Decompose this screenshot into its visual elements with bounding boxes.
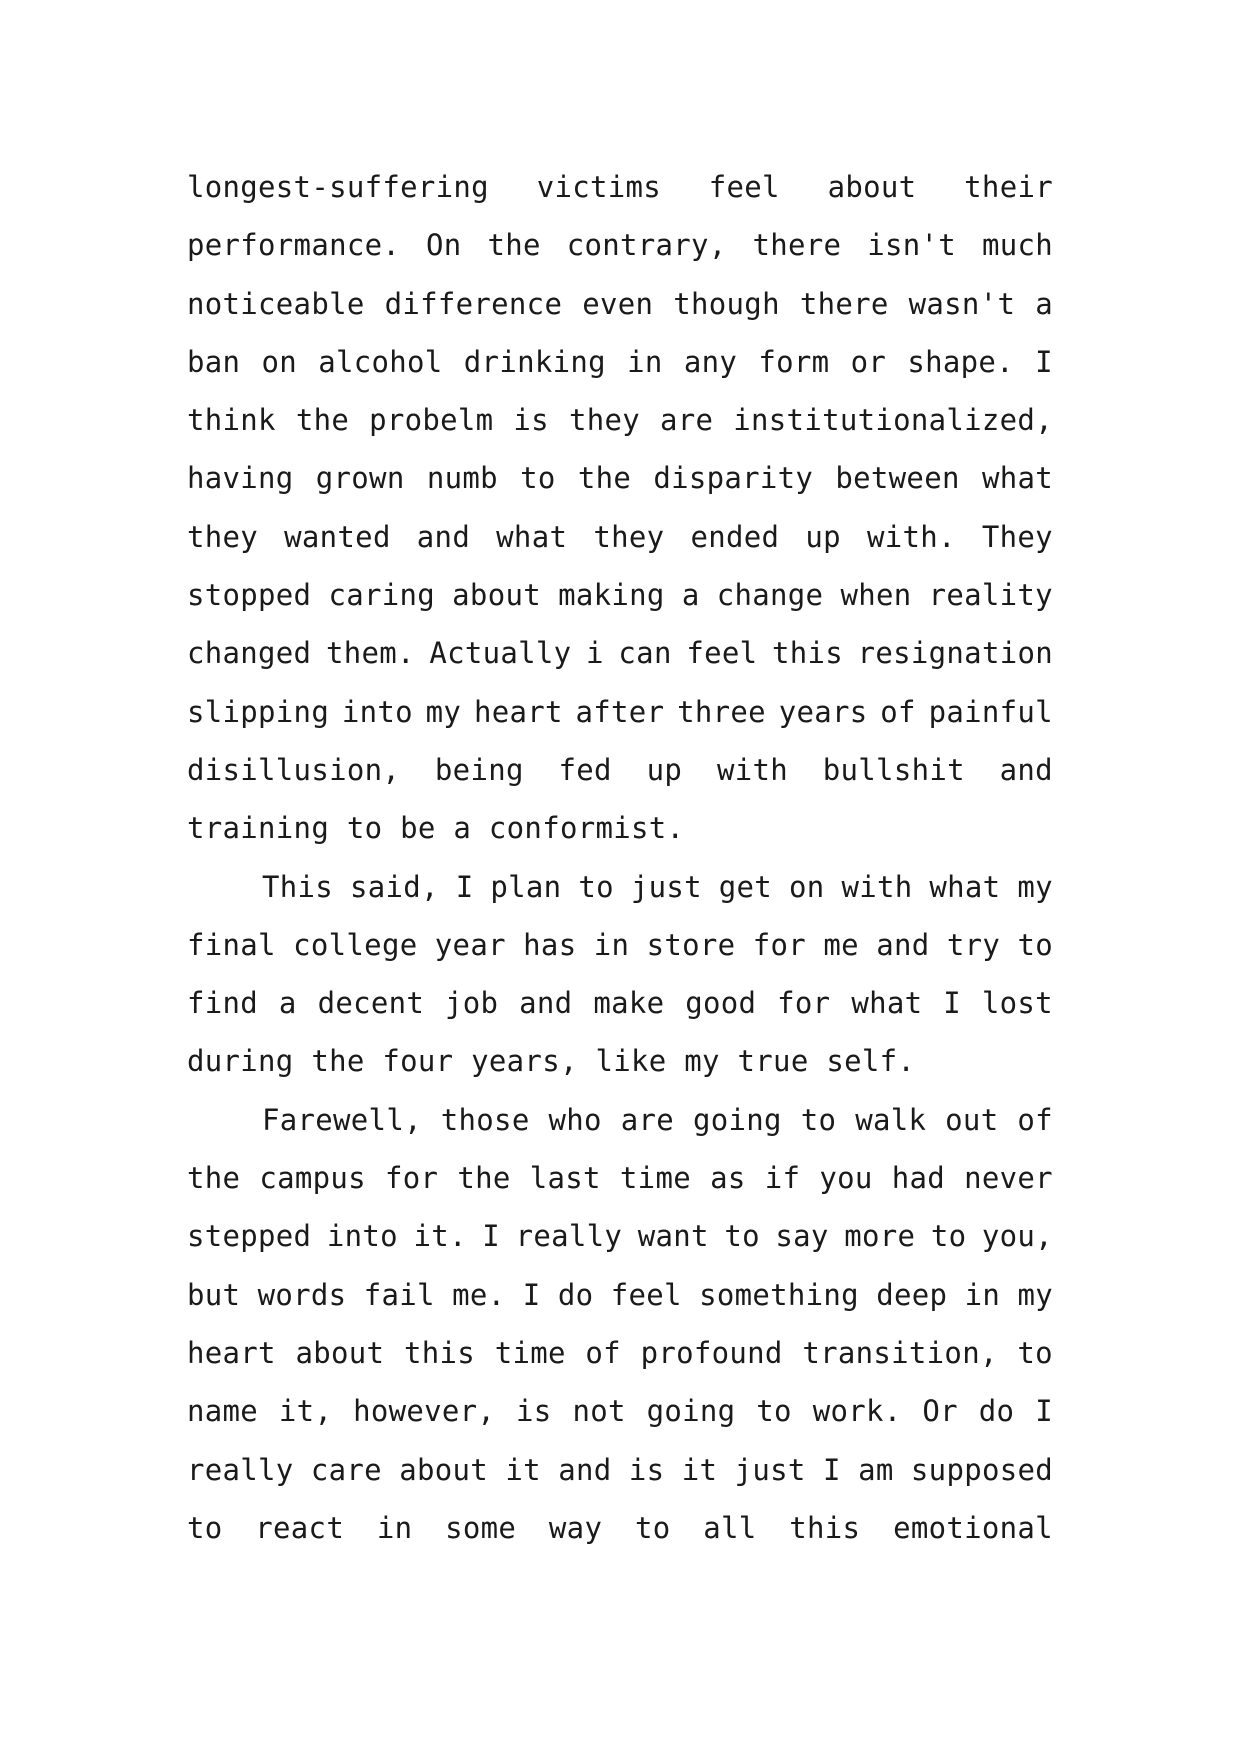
word: having <box>187 461 294 496</box>
word: for <box>752 927 807 962</box>
word: difference <box>384 286 563 321</box>
word: to <box>724 1219 760 1254</box>
word: numb <box>426 461 498 496</box>
word: I <box>822 1452 841 1487</box>
word: feel <box>686 636 758 671</box>
word: to <box>930 1219 967 1254</box>
word: transition, <box>802 1335 998 1370</box>
word: caring <box>328 578 436 613</box>
word: deep <box>876 1277 948 1312</box>
word: has <box>523 927 577 962</box>
word: to <box>578 869 614 904</box>
text-line <box>187 1207 1053 1265</box>
word: they <box>568 403 640 438</box>
word: last <box>529 1161 601 1196</box>
word: i <box>586 636 604 671</box>
word: store <box>646 927 736 962</box>
word: I <box>482 1219 501 1254</box>
word: into <box>326 1219 398 1254</box>
word: I <box>1035 344 1053 379</box>
word: noticeable <box>187 286 365 321</box>
word: and <box>999 752 1053 787</box>
word: all <box>703 1510 757 1545</box>
word: try <box>946 927 1001 962</box>
word: disparity <box>653 461 814 496</box>
text-line <box>187 449 1053 507</box>
word: is <box>516 1394 552 1429</box>
word: to <box>756 1394 792 1429</box>
document-body <box>187 158 1053 1557</box>
text-line <box>187 216 1053 274</box>
word: never <box>964 1161 1053 1196</box>
word: just <box>734 1452 806 1487</box>
text-line <box>187 1149 1053 1207</box>
word: however, <box>353 1394 496 1429</box>
word: and <box>519 986 573 1021</box>
word: say <box>775 1219 829 1254</box>
text-line <box>187 916 1053 974</box>
word: with <box>841 869 913 904</box>
word: longest-suffering <box>187 170 489 204</box>
word: I <box>522 1277 541 1312</box>
word: grown <box>315 461 405 496</box>
word: reality <box>928 578 1053 613</box>
word: feel <box>708 170 780 204</box>
word: to <box>1017 927 1053 962</box>
word: with. <box>866 519 956 554</box>
word: about <box>452 578 541 613</box>
word: a <box>278 986 297 1021</box>
word: it. <box>413 1219 467 1254</box>
word: going <box>646 1394 736 1429</box>
word: do <box>978 1394 1015 1429</box>
word: drinking <box>463 344 606 379</box>
word: make <box>593 986 665 1021</box>
word: on <box>788 869 825 904</box>
word: to <box>187 1510 223 1545</box>
word: are <box>660 403 714 438</box>
word: final <box>187 927 276 962</box>
word: in <box>376 1510 413 1545</box>
word: painful <box>928 694 1053 729</box>
text-line <box>187 1091 1053 1149</box>
word: emotional <box>893 1510 1053 1545</box>
text-line <box>187 391 1053 449</box>
text-line <box>187 333 1053 391</box>
word: really <box>515 1219 623 1254</box>
word: when <box>840 578 912 613</box>
word: if <box>764 1161 801 1196</box>
word: want <box>637 1219 709 1254</box>
word: alcohol <box>318 344 443 379</box>
word: words <box>257 1277 347 1312</box>
word: going <box>692 1102 782 1137</box>
word: heart <box>473 694 563 729</box>
word: even <box>582 286 654 321</box>
text-line <box>187 624 1053 682</box>
word: stopped <box>187 578 312 613</box>
word: about <box>399 1452 489 1487</box>
word: institutionalized, <box>733 403 1053 438</box>
word: but <box>187 1277 241 1312</box>
word: three <box>677 694 766 729</box>
text-line <box>187 974 1053 1032</box>
word: those <box>440 1102 530 1137</box>
word: wasn't <box>908 286 1016 321</box>
word: for <box>385 1161 439 1196</box>
word: the <box>457 1161 511 1196</box>
word: or <box>850 344 887 379</box>
word: up <box>646 752 683 787</box>
word: something <box>699 1277 859 1312</box>
word: care <box>310 1452 382 1487</box>
word: there <box>799 286 889 321</box>
word: am <box>858 1452 894 1487</box>
word: me. <box>452 1277 506 1312</box>
word: They <box>981 519 1053 554</box>
text-line <box>187 1382 1053 1440</box>
word: college <box>293 927 418 962</box>
word: in <box>593 927 630 962</box>
word: making <box>558 578 665 613</box>
word: probelm <box>369 403 494 438</box>
word: the <box>295 403 350 438</box>
word: out <box>945 1102 999 1137</box>
word: of <box>1017 1102 1053 1137</box>
word: said, <box>349 869 439 904</box>
word: more <box>844 1219 916 1254</box>
word: are <box>620 1102 675 1137</box>
word: this <box>771 636 844 671</box>
word: way <box>548 1510 603 1545</box>
word: I <box>455 869 474 904</box>
text-line <box>187 1441 1053 1499</box>
word: years <box>778 694 868 729</box>
word: them. <box>325 636 415 671</box>
word: think <box>187 403 276 438</box>
word: time <box>619 1161 691 1196</box>
word: isn't <box>867 228 957 263</box>
word: about <box>295 1335 385 1370</box>
word: about <box>827 170 917 204</box>
word: On <box>426 228 462 263</box>
word: Actually <box>429 636 572 671</box>
word: they <box>187 519 259 554</box>
text-line <box>187 1324 1053 1382</box>
word: is <box>513 403 549 438</box>
word: walk <box>855 1102 927 1137</box>
text-line: training to be a conformist. <box>187 811 685 846</box>
text-line <box>187 1266 1053 1324</box>
word: who <box>548 1102 602 1137</box>
text-line <box>187 858 1053 916</box>
word: it, <box>278 1394 333 1429</box>
word: just <box>630 869 702 904</box>
word: up <box>805 519 841 554</box>
word: slipping <box>187 694 330 729</box>
word: This <box>262 869 334 904</box>
word: of <box>585 1335 621 1370</box>
word: heart <box>187 1335 276 1370</box>
word: what <box>981 461 1053 496</box>
word: a <box>681 578 700 613</box>
word: there <box>752 228 842 263</box>
word: my <box>425 694 462 729</box>
word: of <box>880 694 916 729</box>
word: wanted <box>284 519 391 554</box>
text-line <box>187 566 1053 624</box>
word: I <box>943 986 961 1021</box>
word: can <box>618 636 672 671</box>
word: my <box>1017 1277 1053 1312</box>
word: changed <box>187 636 312 671</box>
word: in <box>964 1277 1001 1312</box>
word: you <box>819 1161 873 1196</box>
word: me <box>823 927 859 962</box>
word: had <box>891 1161 945 1196</box>
word: get <box>718 869 773 904</box>
text-line <box>187 683 1053 741</box>
text-line <box>187 275 1053 333</box>
word: what <box>851 986 923 1021</box>
word: bullshit <box>822 752 965 787</box>
word: year <box>434 927 506 962</box>
word: after <box>575 694 665 729</box>
word: I <box>1035 1394 1053 1429</box>
text-line: during the four years, like my true self. <box>187 1044 916 1079</box>
word: their <box>964 170 1053 204</box>
word: this <box>789 1510 861 1545</box>
word: in <box>627 344 663 379</box>
word: what <box>929 869 1001 904</box>
word: Or <box>922 1394 958 1429</box>
word: campus <box>259 1161 366 1196</box>
word: the <box>187 1161 241 1196</box>
word: my <box>1017 869 1053 904</box>
word: and <box>416 519 471 554</box>
word: work. <box>812 1394 902 1429</box>
word: to <box>1017 1335 1053 1370</box>
word: this <box>403 1335 476 1370</box>
word: change <box>716 578 824 613</box>
word: as <box>710 1161 746 1196</box>
word: fed <box>558 752 612 787</box>
text-line <box>187 508 1053 566</box>
word: on <box>261 344 298 379</box>
word: supposed <box>910 1452 1053 1487</box>
word: disillusion, <box>187 752 401 787</box>
word: name <box>187 1394 259 1429</box>
word: what <box>496 519 568 554</box>
word: ended <box>690 519 780 554</box>
word: really <box>187 1452 294 1487</box>
word: between <box>835 461 960 496</box>
word: job <box>445 986 499 1021</box>
word: some <box>445 1510 517 1545</box>
word: any <box>683 344 738 379</box>
word: to <box>634 1510 671 1545</box>
word: good <box>685 986 757 1021</box>
word: a <box>1035 286 1053 321</box>
word: victims <box>536 170 662 204</box>
word: ban <box>187 344 241 379</box>
word: though <box>673 286 780 321</box>
word: find <box>187 986 259 1021</box>
word: profound <box>640 1335 783 1370</box>
word: not <box>572 1394 626 1429</box>
word: it <box>505 1452 541 1487</box>
word: they <box>593 519 665 554</box>
word: Farewell, <box>262 1102 422 1137</box>
word: much <box>981 228 1053 263</box>
word: to <box>520 461 556 496</box>
word: feel <box>610 1277 682 1312</box>
word: do <box>557 1277 594 1312</box>
word: contrary, <box>566 228 727 263</box>
word: and <box>876 927 930 962</box>
word: and <box>558 1452 612 1487</box>
word: react <box>255 1510 345 1545</box>
word: shape. <box>907 344 1014 379</box>
text-line <box>187 158 1053 216</box>
word: is <box>628 1452 665 1487</box>
word: it <box>681 1452 718 1487</box>
word: lost <box>981 986 1053 1021</box>
word: the <box>487 228 541 263</box>
word: resignation <box>857 636 1053 671</box>
text-line <box>187 1499 1053 1557</box>
word: stepped <box>187 1219 312 1254</box>
word: to <box>800 1102 837 1137</box>
word: decent <box>317 986 425 1021</box>
word: into <box>341 694 413 729</box>
text-line <box>187 741 1053 799</box>
word: for <box>777 986 831 1021</box>
word: with <box>716 752 788 787</box>
word: the <box>577 461 632 496</box>
word: time <box>494 1335 566 1370</box>
word: fail <box>363 1277 435 1312</box>
word: you, <box>981 1219 1053 1254</box>
word: being <box>434 752 524 787</box>
word: plan <box>490 869 562 904</box>
word: form <box>758 344 830 379</box>
word: performance. <box>187 228 401 263</box>
